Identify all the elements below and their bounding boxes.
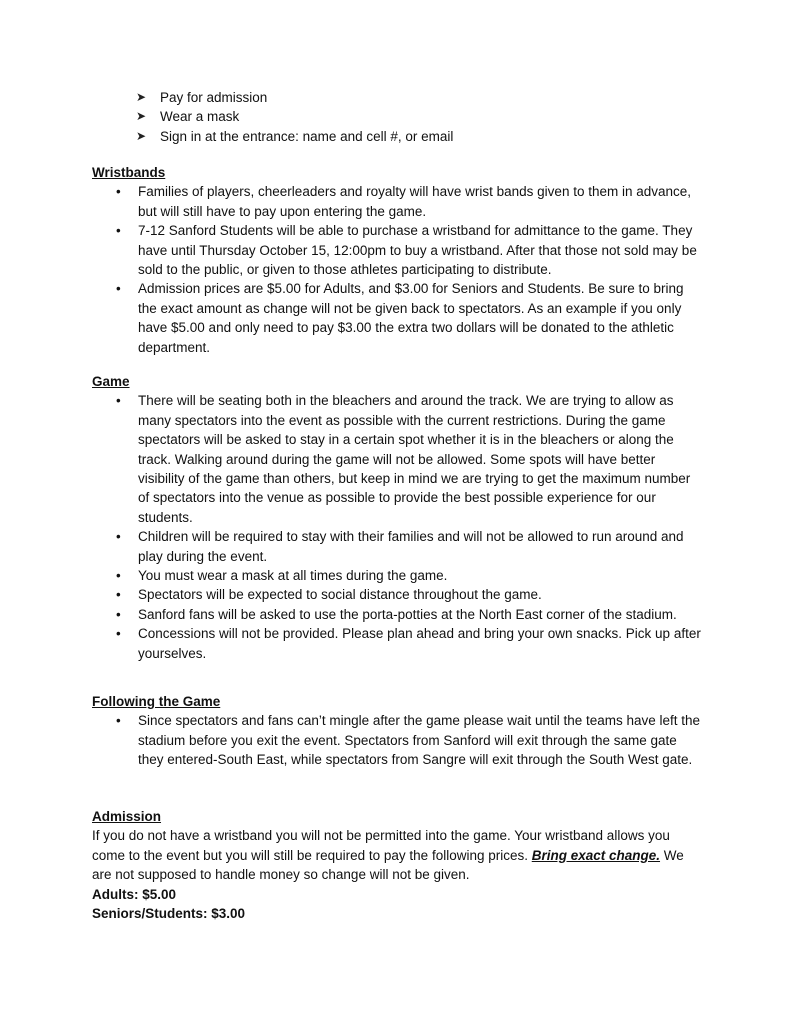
- wristbands-section: [92, 163, 702, 357]
- list-item: • 7-12 Sanford Students will be able to purchase a wristband for admittance to the game. They have until Thursday October 15, 12:00pm to buy a wristband. After that those not sold may be sold to the public, or given to those athletes participating to distribute.: [92, 221, 702, 279]
- list-item: • Sanford fans will be asked to use the porta-potties at the North East corner of the stadium.: [92, 605, 702, 624]
- exact-change-emphasis: Bring exact change.: [531, 847, 661, 863]
- game-section: [92, 372, 702, 663]
- admission-paragraph: If you do not have a wristband you will not be permitted into the game. Your wristband allows you come to the event but you will still be required to pay the following prices. Bring exact change. We are not supposed to handle money so change will not be given.: [92, 828, 684, 883]
- list-item: • Families of players, cheerleaders and royalty will have wrist bands given to them in advance, but will still have to pay upon entering the game.: [92, 182, 702, 221]
- adults-price: Adults: $5.00: [92, 886, 177, 902]
- list-item: • You must wear a mask at all times during the game.: [92, 566, 702, 585]
- list-item: ➤ Pay for admission: [136, 88, 453, 107]
- list-item: • Children will be required to stay with their families and will not be allowed to run around and play during the event.: [92, 527, 702, 566]
- section-heading: Admission: [92, 809, 162, 824]
- section-heading: Following the Game: [92, 694, 221, 709]
- game-list: [92, 391, 702, 663]
- arrow-bullet-icon: ➤: [136, 90, 147, 104]
- wristbands-list: [92, 182, 702, 357]
- requirements-list: [136, 88, 453, 146]
- section-heading: Wristbands: [92, 165, 166, 180]
- admission-section: [92, 807, 702, 923]
- section-heading: Game: [92, 374, 130, 389]
- list-item: • Concessions will not be provided. Please plan ahead and bring your own snacks. Pick up after yourselves.: [92, 624, 702, 663]
- list-item: • Spectators will be expected to social distance throughout the game.: [92, 585, 702, 604]
- seniors-students-price: Seniors/Students: $3.00: [92, 906, 246, 922]
- following-section: [92, 692, 702, 770]
- following-list: [92, 711, 702, 769]
- list-item: • Admission prices are $5.00 for Adults, and $3.00 for Seniors and Students. Be sure to bring the exact amount as change will not be given back to spectators. As an example if you only have $5.00 and only need to pay $3.00 the extra two dollars will be donated to the athletic department.: [92, 279, 702, 357]
- list-item: ➤ Sign in at the entrance: name and cell #, or email: [136, 127, 453, 146]
- list-item: ➤ Wear a mask: [136, 107, 453, 126]
- arrow-bullet-icon: ➤: [136, 128, 147, 143]
- arrow-bullet-icon: ➤: [136, 109, 147, 124]
- list-item: • Since spectators and fans can’t mingle after the game please wait until the teams have left the stadium before you exit the event. Spectators from Sanford will exit through the same gate they entered-South East, while spectators from Sangre will exit through the South West gate.: [92, 711, 702, 769]
- list-item: • There will be seating both in the bleachers and around the track. We are trying to allow as many spectators into the event as possible with the current restrictions. During the game spectators will be asked to stay in a certain spot whether it is in the bleachers or along the track. Walking around during the game will not be allowed. Some spots will have better visibility of the game than others, but keep in mind we are trying to get the maximum number of spectators into the venue as possible to provide the best possible experience for our students.: [92, 391, 702, 527]
